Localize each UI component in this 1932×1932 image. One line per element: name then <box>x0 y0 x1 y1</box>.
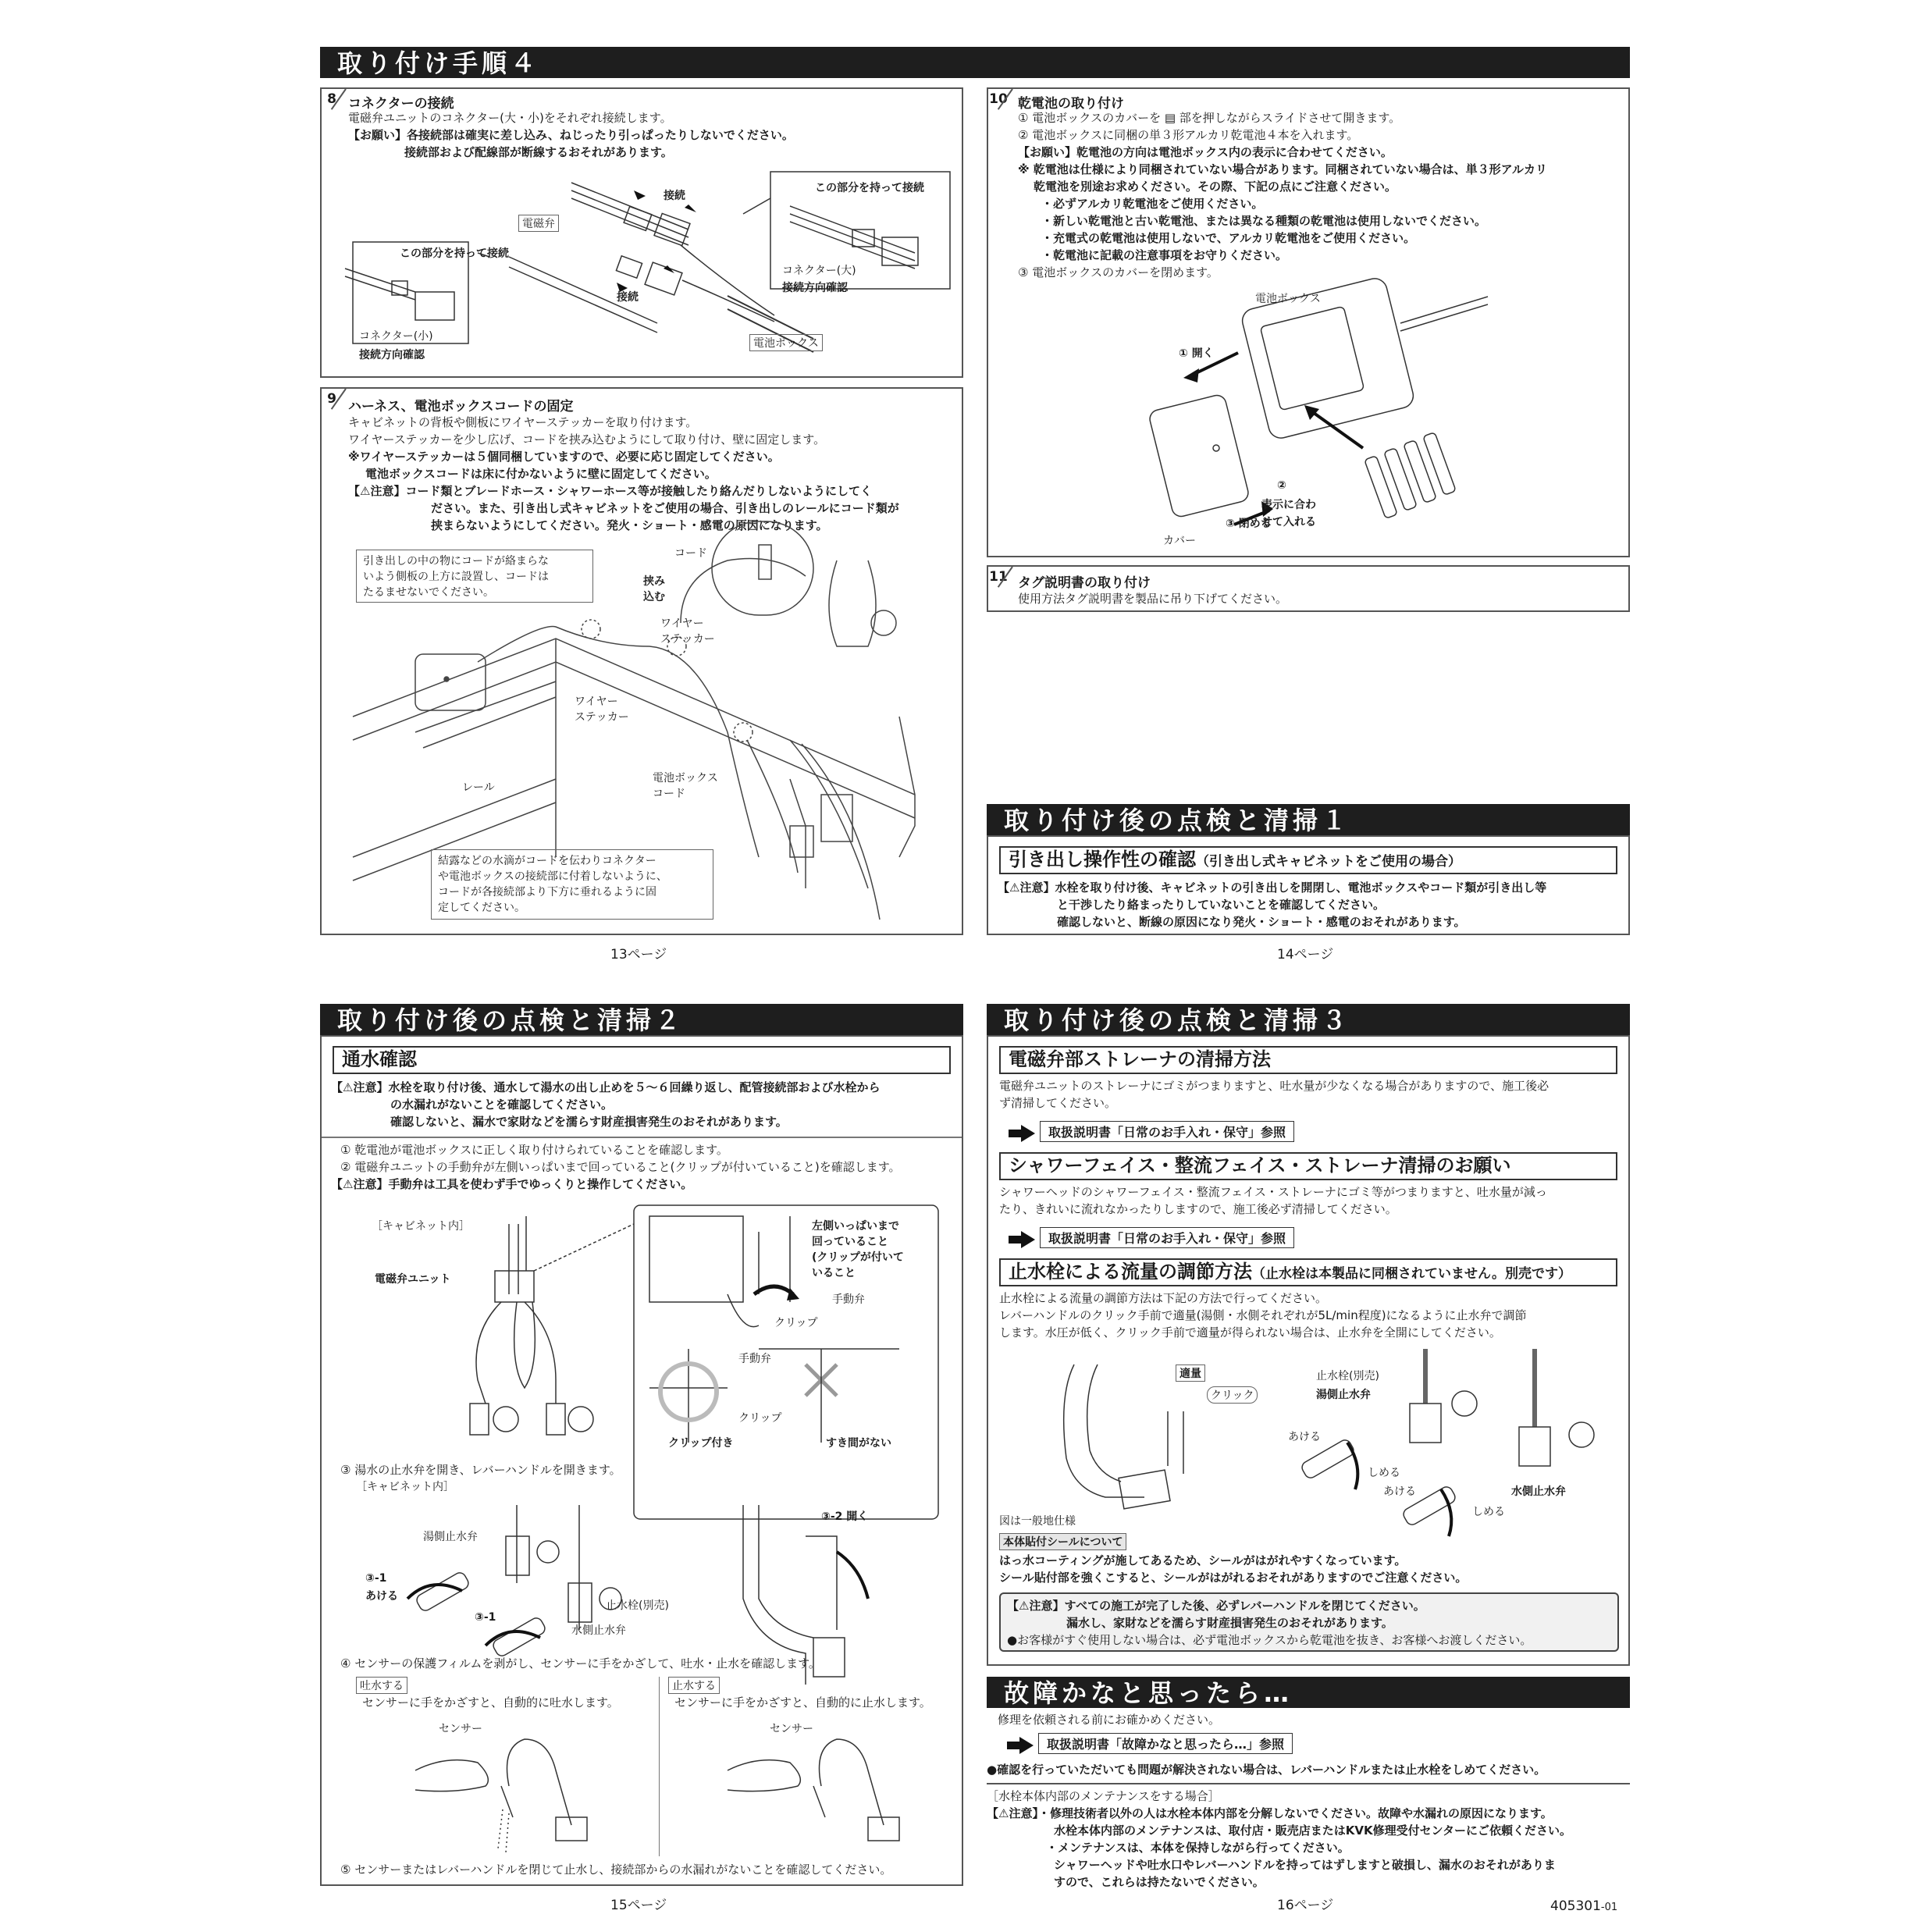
step9-line5: 【⚠注意】コード類とブレードホース・シャワーホース等が接触したり絡んだりしないようにしてく <box>348 484 873 498</box>
f-left3: (クリップが付いて <box>812 1251 904 1264</box>
f-conn-large: コネクター(大) <box>782 265 856 277</box>
step9-line7: 挟まらないようにしてください。発火・ショート・感電の原因になります。 <box>431 518 828 532</box>
f-nogap: すき間がない <box>826 1437 891 1450</box>
f-open-a: あける <box>365 1590 398 1603</box>
p16-sub2-line2: たり、きれいに流れなかったりしますので、施工後必ず清掃してください。 <box>999 1202 1397 1216</box>
f-hot-valve: 湯側止水弁 <box>423 1531 478 1543</box>
f-close16a: しめる <box>1368 1467 1400 1479</box>
inspection1-subtitle-note: （引き出し式キャビネットをご使用の場合） <box>1196 854 1461 870</box>
p15-step3: ③ 湯水の止水弁を開き、レバーハンドルを開きます。 <box>340 1463 621 1477</box>
step10-line3: 【お願い】乾電池の方向は電池ボックス内の表示に合わせてください。 <box>1018 145 1393 159</box>
f-hot16: 湯側止水弁 <box>1316 1389 1371 1401</box>
p16-sub3-line2: レバーハンドルのクリック手前で適量(湯側・水側それぞれが5L/min程度)になるように止水弁で調節 <box>999 1308 1527 1322</box>
trouble-line1: 修理を依頼される前にお確かめください。 <box>998 1713 1221 1727</box>
f-open16a: あける <box>1288 1431 1321 1443</box>
p16-sub3-line1: 止水栓による流量の調節方法は下記の方法で行ってください。 <box>999 1291 1328 1305</box>
p16-ref3-text: 取扱説明書「故障かなと思ったら…」参照 <box>1038 1733 1293 1754</box>
f-clip2: クリップ <box>738 1412 782 1425</box>
step10-title: 乾電池の取り付け <box>1018 96 1124 112</box>
sensor-label2: センサー <box>770 1723 813 1735</box>
step10-line2: ② 電池ボックスに同梱の単３形アルカリ乾電池４本を入れます。 <box>1018 128 1359 142</box>
f-wire1: ワイヤー <box>660 617 704 630</box>
p15-step2: ② 電磁弁ユニットの手動弁が左側いっぱいまで回っていること(クリップが付いていること)を確認します。 <box>340 1160 901 1174</box>
battery-box-illustration <box>988 89 1631 559</box>
step11-number: 11 <box>988 567 1009 587</box>
maint-2: 水栓本体内部のメンテナンスは、取付店・販売店またはKVK修理受付センターにご依頼ください。 <box>1054 1823 1572 1838</box>
note-cond-3: コードが各接続部より下方に垂れるように固 <box>438 886 656 898</box>
step10-line4: ※ 乾電池は仕様により同梱されていない場合があります。同梱されていない場合は、単３形アルカリ <box>1018 162 1548 176</box>
f-31b: ③-1 <box>475 1611 496 1624</box>
f-32-open: ③-2 開く <box>821 1510 869 1523</box>
f-cold-valve: 水側止水弁 <box>571 1624 626 1637</box>
f-connect2: 接続 <box>617 291 639 304</box>
doc-code-number: 405301 <box>1550 1898 1601 1914</box>
f-bcord2: コード <box>653 788 685 800</box>
p16-sub2-line1: シャワーヘッドのシャワーフェイス・整流フェイス・ストレーナにゴミ等がつまりますと、吐水量が減っ <box>999 1185 1547 1199</box>
f-align2: せて入れる <box>1261 516 1316 528</box>
page14-number: 14ページ <box>1277 947 1334 962</box>
final-warning-box <box>999 1592 1619 1652</box>
p16-sub3-line3: します。水圧が低く、クリック手前で適量が得られない場合は、止水弁を全開にしてください。 <box>999 1325 1501 1340</box>
f-manual2: 手動弁 <box>738 1353 771 1365</box>
f-unit: 電磁弁ユニット <box>375 1273 451 1286</box>
note-condensation <box>431 849 713 920</box>
f-hold-left: この部分を持って接続 <box>400 247 509 260</box>
f-withclip: クリップ付き <box>668 1437 734 1450</box>
maint-1: 【⚠注意】・修理技術者以外の人は水栓本体内部を分解しないでください。故障や水漏れの原因になります。 <box>987 1806 1553 1820</box>
f-left2: 回っていること <box>812 1236 888 1248</box>
discharge-tag: 吐水する <box>356 1677 407 1694</box>
step8-line2: 【お願い】各接続部は確実に差し込み、ねじったり引っぱったりしないでください。 <box>348 128 794 142</box>
p16-sub1: 電磁弁部ストレーナの清掃方法 <box>999 1046 1617 1074</box>
p15-step5: ⑤ センサーまたはレバーハンドルを閉じて止水し、接続部からの水漏れがないことを確認してください。 <box>340 1863 892 1877</box>
p13-header: 取り付け手順４ <box>320 47 1630 78</box>
p16-sub3-note: （止水栓は本製品に同梱されていません。別売です） <box>1252 1266 1572 1282</box>
page16-number: 16ページ <box>1277 1898 1334 1913</box>
step11-box <box>987 565 1630 612</box>
p16-ref2-text: 取扱説明書「日常のお手入れ・保守」参照 <box>1040 1227 1294 1248</box>
seal-line1: はっ水コーティングが施してあるため、シールがはがれやすくなっています。 <box>999 1553 1407 1567</box>
step10-line8: ・充電式の乾電池は使用しないで、アルカリ乾電池をご使用ください。 <box>1041 231 1416 245</box>
note-cond-4: 定してください。 <box>438 902 525 914</box>
f-hold-right: この部分を持って接続 <box>815 182 924 194</box>
f-conn-small: コネクター(小) <box>359 330 433 343</box>
f-31a: ③-1 <box>365 1572 387 1585</box>
p15-warn3: 確認しないと、漏水で家財などを濡らす財産損害発生のおそれがあります。 <box>390 1115 788 1129</box>
maint-5: すので、これらは持たないでください。 <box>1054 1875 1265 1889</box>
step9-line6: ださい。また、引き出し式キャビネットをご使用の場合、引き出しのレールにコード類が <box>431 501 899 515</box>
f-left4: いること <box>812 1267 856 1279</box>
p16-header: 取り付け後の点検と清掃３ <box>987 1004 1630 1035</box>
p15-box <box>320 1035 963 1886</box>
note-cond-1: 結露などの水滴がコードを伝わりコネクター <box>438 855 656 867</box>
f-open16b: あける <box>1383 1485 1416 1498</box>
insp1-line2: と干渉したり絡まったりしていないことを確認してください。 <box>1057 898 1386 912</box>
maint-3: ・メンテナンスは、本体を保持しながら行ってください。 <box>1046 1841 1350 1855</box>
step10-number: 10 <box>988 89 1009 109</box>
step10-line6: ・必ずアルカリ乾電池をご使用ください。 <box>1041 197 1264 211</box>
f-battery-box: 電池ボックス <box>1255 293 1321 305</box>
maint-4: シャワーヘッドや吐水口やレバーハンドルを持ってはずしますと破損し、漏水のおそれがありま <box>1054 1858 1556 1872</box>
inspection1-header: 取り付け後の点検と清掃１ <box>987 804 1630 835</box>
step10-line10: ③ 電池ボックスのカバーを閉めます。 <box>1018 265 1219 279</box>
f-bcord1: 電池ボックス <box>653 772 718 785</box>
f-click: クリック <box>1207 1386 1258 1404</box>
p16-sub2: シャワーフェイス・整流フェイス・ストレーナ清掃のお願い <box>999 1152 1617 1180</box>
note-drawer-2: いよう側板の上方に設置し、コードは <box>363 571 549 583</box>
step8-title: コネクターの接続 <box>348 96 454 112</box>
step10-box <box>987 87 1630 557</box>
step8-line3: 接続部および配線部が断線するおそれがあります。 <box>404 145 673 159</box>
final-warn3: ●お客様がすぐ使用しない場合は、必ず電池ボックスから乾電池を抜き、お客様へお渡しください。 <box>1007 1633 1532 1647</box>
step9-line2: ワイヤーステッカーを少し広げ、コードを挟み込むようにして取り付け、壁に固定します。 <box>348 432 826 447</box>
f-rail: レール <box>462 781 495 794</box>
step8-number: 8 <box>322 89 342 109</box>
f-left1: 左側いっぱいまで <box>812 1220 899 1233</box>
p16-sub1-line1: 電磁弁ユニットのストレーナにゴミがつまりますと、吐水量が少なくなる場合がありますので、施工後必 <box>999 1079 1550 1093</box>
arrow-icon <box>1019 1737 1034 1754</box>
f-cab1: ［キャビネット内］ <box>372 1220 470 1233</box>
f-align1: 表示に合わ <box>1261 499 1316 511</box>
trouble-divider <box>987 1783 1630 1784</box>
p15-warn2: の水漏れがないことを確認してください。 <box>390 1098 614 1112</box>
p15-header: 取り付け後の点検と清掃２ <box>320 1004 963 1035</box>
step11-title: タグ説明書の取り付け <box>1018 575 1151 591</box>
f-proper: 適量 <box>1176 1364 1205 1382</box>
final-warn1: 【⚠注意】すべての施工が完了した後、必ずレバーハンドルを閉じてください。 <box>1007 1599 1425 1613</box>
f-two: ② <box>1277 479 1286 492</box>
insp1-line1: 【⚠注意】水栓を取り付け後、キャビネットの引き出しを開閉し、電池ボックスやコード類が引き出し等 <box>998 881 1547 895</box>
p15-subtitle: 通水確認 <box>333 1046 951 1074</box>
sensor-illustration <box>322 1037 965 1888</box>
p16-ref3[interactable] <box>1013 1733 1293 1754</box>
step8-line1: 電磁弁ユニットのコネクター(大・小)をそれぞれ接続します。 <box>348 111 672 125</box>
note-drawer <box>356 550 593 603</box>
discharge-text: センサーに手をかざすと、自動的に吐水します。 <box>362 1695 619 1710</box>
step8-box <box>320 87 963 378</box>
f-valve-tag: 電磁弁 <box>518 215 559 232</box>
inspection1-box <box>987 835 1630 935</box>
f-stopcock: 止水栓(別売) <box>606 1599 669 1612</box>
stop-text: センサーに手をかざすと、自動的に止水します。 <box>674 1695 931 1710</box>
step9-box <box>320 387 963 935</box>
f-general: 図は一般地仕様 <box>999 1515 1076 1528</box>
doc-code-rev: -01 <box>1600 1902 1618 1913</box>
f-cover: カバー <box>1163 535 1196 547</box>
page13-number: 13ページ <box>610 947 667 962</box>
f-sticker2: ステッカー <box>575 711 629 724</box>
f-close: ③ 閉める <box>1226 518 1272 530</box>
p16-ref1-text: 取扱説明書「日常のお手入れ・保守」参照 <box>1040 1121 1294 1142</box>
f-code: コード <box>674 547 707 560</box>
f-close16b: しめる <box>1472 1506 1505 1518</box>
step10-line1: ① 電池ボックスのカバーを ▤ 部を押しながらスライドさせて開きます。 <box>1018 111 1401 125</box>
f-sticker1: ステッカー <box>660 633 715 646</box>
inspection1-subtitle <box>999 846 1617 874</box>
p15-warn1: 【⚠注意】水栓を取り付け後、通水して湯水の出し止めを５～６回繰り返し、配管接続部および水栓から <box>331 1080 881 1094</box>
p16-sub1-line2: ず清掃してください。 <box>999 1096 1117 1110</box>
step10-line7: ・新しい乾電池と古い乾電池、または異なる種類の乾電池は使用しないでください。 <box>1041 214 1487 228</box>
note-cond-2: や電池ボックスの接続部に付着しないように、 <box>438 870 667 883</box>
inspection1-subtitle-text: 引き出し操作性の確認 <box>1009 849 1196 870</box>
trouble-line2: ●確認を行っていただいても問題が解決されない場合は、レバーハンドルまたは止水栓をしめてください。 <box>987 1763 1546 1777</box>
note-drawer-1: 引き出しの中の物にコードが絡まらな <box>363 555 549 568</box>
stop-tag: 止水する <box>668 1677 720 1694</box>
insp1-line3: 確認しないと、断線の原因になり発火・ショート・感電のおそれがあります。 <box>1057 915 1466 929</box>
p16-sub3-text: 止水栓による流量の調節方法 <box>1009 1261 1252 1283</box>
sensor-label1: センサー <box>439 1723 482 1735</box>
f-manual1: 手動弁 <box>832 1293 865 1306</box>
note-drawer-3: たるませないでください。 <box>363 586 494 599</box>
step11-line1: 使用方法タグ説明書を製品に吊り下げてください。 <box>1018 592 1288 606</box>
p16-box <box>987 1035 1630 1666</box>
step9-line1: キャビネットの背板や側板にワイヤーステッカーを取り付けます。 <box>348 415 698 429</box>
f-dir1: 接続方向確認 <box>782 282 848 294</box>
f-clip1: クリップ <box>774 1317 818 1329</box>
seal-tag: 本体貼付シールについて <box>999 1533 1126 1550</box>
trouble-header: 故障かなと思ったら… <box>987 1677 1630 1708</box>
step9-line3: ※ワイヤーステッカーは５個同梱していますので、必要に応じ固定してください。 <box>348 450 780 464</box>
f-komu: 込む <box>643 591 665 603</box>
f-stopcock16: 止水栓(別売) <box>1316 1370 1379 1382</box>
f-cold16: 水側止水弁 <box>1511 1485 1566 1498</box>
step10-line9: ・乾電池に記載の注意事項をお守りください。 <box>1041 248 1288 262</box>
step9-number: 9 <box>322 389 342 409</box>
seal-line2: シール貼付部を強くこすると、シールがはがれるおそれがありますのでご注意ください。 <box>999 1571 1468 1585</box>
f-dir2: 接続方向確認 <box>359 349 425 361</box>
step10-line5: 乾電池を別途お求めください。その際、下記の点にご注意ください。 <box>1034 180 1397 194</box>
p15-step1: ① 乾電池が電池ボックスに正しく取り付けられていることを確認します。 <box>340 1143 728 1157</box>
p15-step2-warn: 【⚠注意】手動弁は工具を使わず手でゆっくりと操作してください。 <box>331 1177 693 1191</box>
f-cab2: ［キャビネット内］ <box>356 1481 454 1493</box>
final-warn2: 漏水し、家財などを濡らす財産損害発生のおそれがあります。 <box>1066 1616 1393 1630</box>
step9-title: ハーネス、電池ボックスコードの固定 <box>348 399 574 415</box>
f-connect1: 接続 <box>664 190 685 202</box>
f-battery-tag: 電池ボックス <box>749 334 823 351</box>
p15-step4: ④ センサーの保護フィルムを剥がし、センサーに手をかざして、吐水・止水を確認します。 <box>340 1656 820 1670</box>
maint-heading: ［水栓本体内部のメンテナンスをする場合］ <box>987 1789 1220 1803</box>
f-hasami: 挟み <box>643 575 665 588</box>
page15-number: 15ページ <box>610 1898 667 1913</box>
step9-line4: 電池ボックスコードは床に付かないように壁に固定してください。 <box>365 467 717 481</box>
f-open: ① 開く <box>1179 347 1214 360</box>
f-wire2: ワイヤー <box>575 696 618 708</box>
doc-code <box>1550 1898 1617 1914</box>
